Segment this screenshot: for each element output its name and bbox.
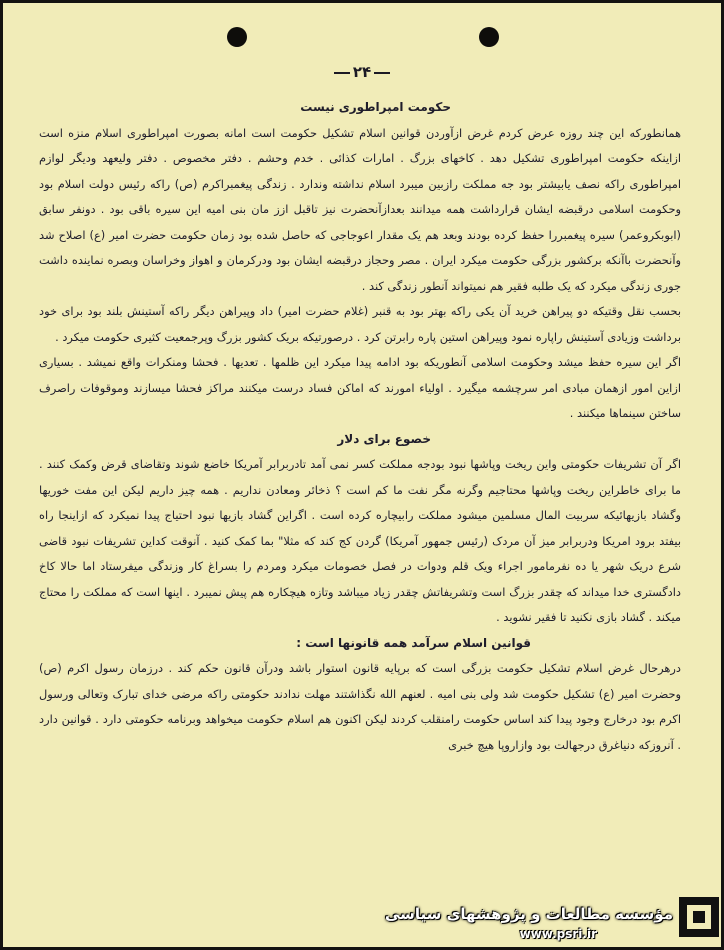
paragraph: همانطورکه این چند روزه عرض کردم غرض ازآوردن قوانین اسلام تشکیل حکومت است امانه بصورت امپراطوری اسلام منزه است ازاینکه حکومت امپراطوری تشکیل دهد . کاخهای بزرگ . امارات کذائی . خدم وحشم . دفتر مخصوص . دفتر ولیعهد ودیگر لوازم امپراطوری راکه نصف یابیشتر بود جه مملکت رازبین میبرد اسلام نداشته وندارد . زندگی پیغمبراکرم (ص) راکه رئیس دولت اسلام بود وحکومت اسلامی درقبضه ایشان قرارداشت همه میدانند بعدازآنحضرت نیز تاقبل ازز مان بنی امیه این سیره باقی بود . دونفر سابق (ابوبکروعمر) سیره پیغمبررا حفظ کرده بودند وبعد هم یک مقدار اعوجاجی که حاصل شده بود زمان حکومت حضرت امیر (ع) اصلاح شد وآنحضرت باآنکه برکشور بزرگی حکومت میکرد ایران . مصر وحجاز درقبضه ایشان بود ودرکرمان و اهواز وخراسان وبصره نماینده داشت جوری زندگی میکرد که یک طلبه فقیر هم نمیتواند آنطور زندگی کند . — [39, 125, 681, 293]
page-number-value: ۲۴ — [352, 63, 372, 81]
paragraph: درهرحال غرض اسلام تشکیل حکومت بزرگی است که برپایه قانون استوار باشد ودرآن قانون حکم کند . درزمان رسول اکرم (ص) وحضرت امیر (ع) تشکیل حکومت شد ولی بنی امیه . لعنهم الله نگذاشتند مهلت ندادند حکومتی راکه مرضی خدای تبارک وتعالی ورسول اکرم بود درخارج وجود پیدا کند اساس حکومت رامنقلب کردند لیکن اکنون هم اسلام حکومت میخواهد وبرنامه حکومتی دارد . قوانین دارد . آنروزکه دنیاغرق درجهالت بود وازاروپا هیچ خبری — [39, 661, 681, 752]
section-heading: حکومت امپراطوری نیست — [300, 100, 451, 114]
paragraph: اگر این سیره حفظ میشد وحکومت اسلامی آنطوریکه بود ادامه پیدا میکرد این ظلمها . تعدیها . فحشا ومنکرات واقع نمیشد . بسیاری ازاین امور ازهمان مبادی امر سرچشمه میگیرد . اولیاء امورند که اماکن فساد درست میکنند مراکز فحشا میسازند وموقوفات راصرف ساختن سینماها میکنند . — [39, 355, 681, 420]
page-number — [3, 63, 721, 81]
binder-hole-icon — [227, 27, 247, 47]
watermark — [3, 889, 724, 947]
section-heading: خصوع برای دلار — [337, 431, 431, 446]
psri-logo-icon — [679, 897, 719, 937]
paragraph: اگر آن تشریفات حکومتی واین ریخت وپاشها نبود بودجه مملکت کسر نمی آمد تادربرابر آمریکا خاضع شوند وتقاضای قرض وکمک کنند . ما برای خاطراین ریخت وپاشها محتاجیم وگرنه مگر نفت ما کم است ؟ ذخائر ومعادن نداریم . همه چیز داریم لیکن این مفت خوریها وگشاد بازیهائیکه سربیت المال مسلمین میشود مملکت رابیچاره کرده است . اگراین گشاد بازیها نبود احتیاج پیدا نمیکرد که ازاینجا راه بیفتد برود امریکا ودربرابر میز آن مردک (رئیس جمهور آمریکا) گردن کج کند که مثلا" بما کمک کنید . آنوقت کداین تشریفات نبود قاضی شرع دریک شهر یا ده نفرمامور اجراء ویک قلم ودوات در فصل خصومات میکرد ومردم را بسراغ کار وزندگی میفرستاد اما حالا کاخ دادگستری خدا میداند که چقدر بزرگ است وتشریفاتش چقدر زیاد میباشد وتازه هیچکاره هم پیش نمیبرد . اینها است که مملکت را محتاج میکند . گشاد بازی نکنید تا فقیر نشوید . — [39, 457, 681, 624]
org-name: مؤسسه مطالعات و پژوهشهای سیاسی — [384, 905, 673, 923]
document-body — [39, 95, 681, 758]
org-url: www.psri.ir — [519, 927, 597, 941]
paragraph: بحسب نقل وقتیکه دو پیراهن خرید آن یکی راکه بهتر بود به قنبر (غلام حضرت امیر) داد وپیراهن دیگر راکه آستینش بلند بود برای خود برداشت وزیادی آستینش راپاره نمود وپیراهن استین پاره رابرتن کرد . درصورتیکه بریک کشور بزرگ وپرجمعیت کثیری حکومت میکرد . — [39, 304, 681, 344]
binder-hole-icon — [479, 27, 499, 47]
section-heading: قوانین اسلام سرآمد همه قانونها است : — [296, 635, 531, 650]
